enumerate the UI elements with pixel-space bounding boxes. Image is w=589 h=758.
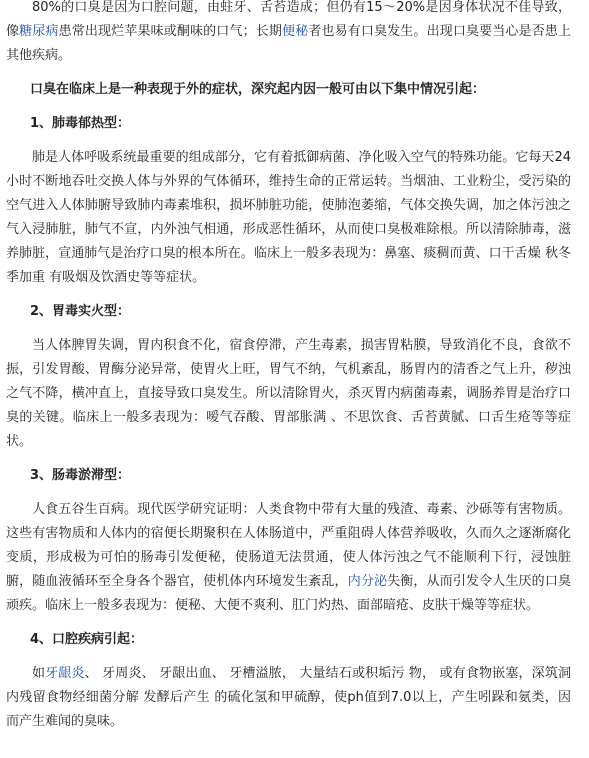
oral-text-prefix: 如 bbox=[32, 666, 46, 681]
link-gingivitis[interactable]: 牙龈炎 bbox=[45, 666, 85, 681]
intro-paragraph bbox=[6, 0, 571, 68]
section-text-lung: 肺是人体呼吸系统最重要的组成部分，它有着抵御病菌、净化吸入空气的特殊功能。它每天24小时不断地吞吐交换人体与外界的气体循环，维持生命的正常运转。当烟油、工业粉尘，受污染的空气进入人体肺腑导致肺内毒素堆积，损坏肺脏功能，使肺泡萎缩，气体交换失调，加之体污浊之气入浸肺脏，肺气不宣，内外浊气相通，形成恶性循环，从而使口臭极难除根。所以清除肺毒，滋养肺脏，宣通肺气是治疗口臭的根本所在。临床上一般多表现为：鼻塞、痰稠而黄、口干舌燥 秋冬季加重 有吸烟及饮酒史等等症状。 bbox=[6, 150, 571, 285]
intro-text-1: 80%的口臭是因为口腔问题，由蛀牙、舌苔造成；但仍有15～20%是因身体状况不佳导致，像 bbox=[6, 0, 571, 39]
link-constipation[interactable]: 便秘 bbox=[282, 24, 309, 39]
oral-text-1: 、 牙周炎、 牙龈出血、 牙槽溢脓， 大量结石或积垢污 物， 或有食物嵌塞，深筑洞内残留食物经细菌分解 发酵后产生 的硫化氢和甲硫醇，使ph值到7.0以上，产生吲跺和氨类，因而产生难闻的臭味。 bbox=[6, 666, 571, 729]
intro-text-2: 患常出现烂苹果味或酮味的口气；长期 bbox=[58, 24, 282, 39]
summary-heading: 口臭在临床上是一种表现于外的症状，深究起内因一般可由以下集中情况引起： bbox=[30, 82, 486, 97]
section-title-stomach: 2、胃毒实火型： bbox=[30, 304, 131, 319]
intro-text-3: 者也易有口臭发生。出现口臭要当心是否患上其他疾病。 bbox=[6, 24, 571, 63]
section-text-intestine bbox=[6, 498, 571, 618]
section-title-oral: 4、口腔疾病引起： bbox=[30, 632, 144, 647]
intestine-text-2: 失衡，从而引发令人生厌的口臭顽疾。临床上一般多表现为：便秘、大便不爽利、肛门灼热、面部暗疮、皮肤干燥等等症状。 bbox=[6, 574, 571, 613]
section-title-intestine: 3、肠毒淤滞型： bbox=[30, 468, 131, 483]
section-text-stomach: 当人体脾胃失调，胃内积食不化，宿食停滞，产生毒素，损害胃粘膜，导致消化不良，食欲不振，引发胃酸、胃酶分泌异常，使胃火上旺，胃气不纳，气机紊乱，肠胃内的清香之气上升，秽浊之气不降，横冲直上，直接导致口臭发生。所以清除胃火，杀灭胃内病菌毒素，调肠养胃是治疗口臭的关键。临床上一般多表现为：嗳气吞酸、胃部胀满 、不思饮食、舌苔黄腻、口舌生疮等等症状。 bbox=[6, 338, 571, 449]
intestine-text-1: 人食五谷生百病。现代医学研究证明：人类食物中带有大量的残渣、毒素、沙砾等有害物质。这些有害物质和人体内的宿便长期聚积在人体肠道中，严重阻碍人体营养吸收，久而久之逐渐腐化变质，形成极为可怕的肠毒引发便秘，使肠道无法贯通，使人体污浊之气不能顺利下行，浸蚀脏腑，随血液循环至全身各个器官，使机体内环境发生紊乱， bbox=[6, 502, 571, 589]
section-text-oral bbox=[6, 662, 571, 734]
section-title-lung: 1、肺毒郁热型： bbox=[30, 116, 131, 131]
link-diabetes[interactable]: 糖尿病 bbox=[19, 24, 59, 39]
link-endocrine[interactable]: 内分泌 bbox=[347, 574, 388, 589]
